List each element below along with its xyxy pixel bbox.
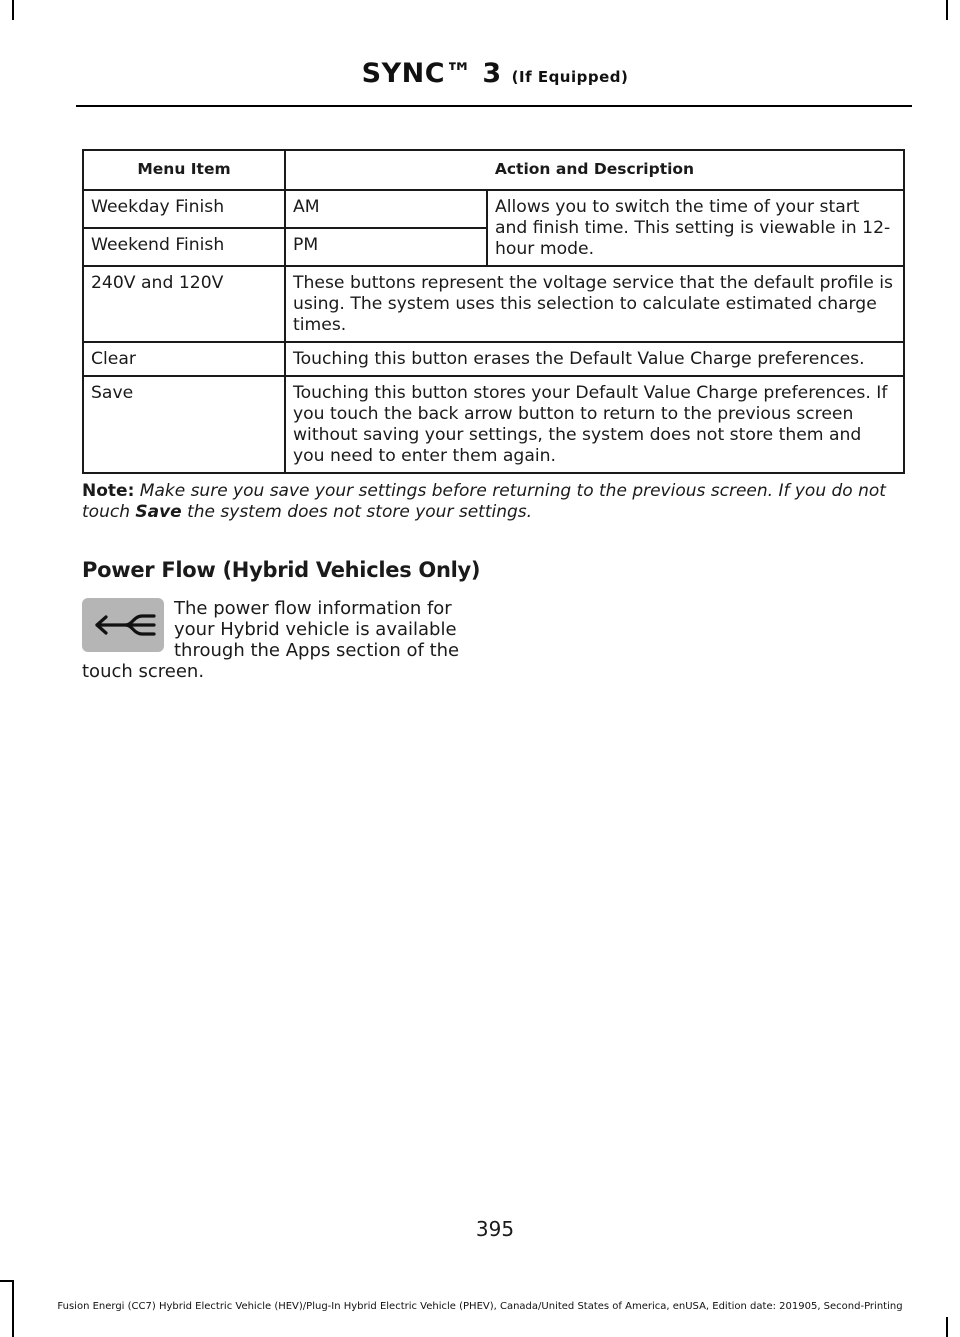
description-cell: Allows you to switch the time of your start and finish time. This setting is viewable in 12-hour mode. [487,190,904,266]
column-header-action: Action and Description [285,150,904,190]
page-header-title [0,58,960,89]
note-keyword: Save [135,502,182,522]
header-rule [76,105,912,107]
menu-item-cell: 240V and 120V [83,266,285,342]
table-row [83,376,904,473]
crop-mark-bottom-left-h [0,1280,14,1282]
description-line: touch screen. [82,661,205,682]
crop-mark-top-right [946,0,948,20]
description-cell: Touching this button erases the Default Value Charge preferences. [285,342,904,376]
table-row [83,190,904,228]
menu-item-cell: Weekday Finish [83,190,285,228]
crop-mark-bottom-right [946,1317,948,1337]
power-flow-description [82,598,477,682]
note-paragraph [82,481,902,523]
description-cell: These buttons represent the voltage service that the default profile is using. The system uses this selection to calculate estimated charge times. [285,266,904,342]
table-row [83,342,904,376]
option-cell: PM [285,228,487,266]
description-cell: Touching this button stores your Default Value Charge preferences. If you touch the back arrow button to return to the previous screen without saving your settings, the system does not store them and you need to enter them again. [285,376,904,473]
note-label: Note: [82,481,135,501]
section-heading: Power Flow (Hybrid Vehicles Only) [82,558,481,582]
note-text-end: the system does not store your settings. [181,502,533,522]
header-subtitle: (If Equipped) [511,68,629,86]
note-text: Make sure you save your settings before returning to the previous screen. If you do not touch [82,481,886,522]
page-number: 395 [475,1217,515,1241]
column-header-menu-item: Menu Item [83,150,285,190]
footer-text: Fusion Energi (CC7) Hybrid Electric Vehicle (HEV)/Plug-In Hybrid Electric Vehicle (PHEV), Canada/United States of America, enUSA, Edition date: 201905, Second-Printing [57,1301,903,1312]
description-line: through the Apps section of the [174,640,460,661]
settings-table [82,149,905,474]
table-header-row [83,150,904,190]
header-title: SYNC™ 3 [361,58,502,89]
description-line: The power flow information for [174,598,452,619]
option-cell: AM [285,190,487,228]
menu-item-cell: Weekend Finish [83,228,285,266]
menu-item-cell: Clear [83,342,285,376]
description-line: your Hybrid vehicle is available [174,619,457,640]
crop-mark-top-left [12,0,14,20]
menu-item-cell: Save [83,376,285,473]
table-row [83,266,904,342]
